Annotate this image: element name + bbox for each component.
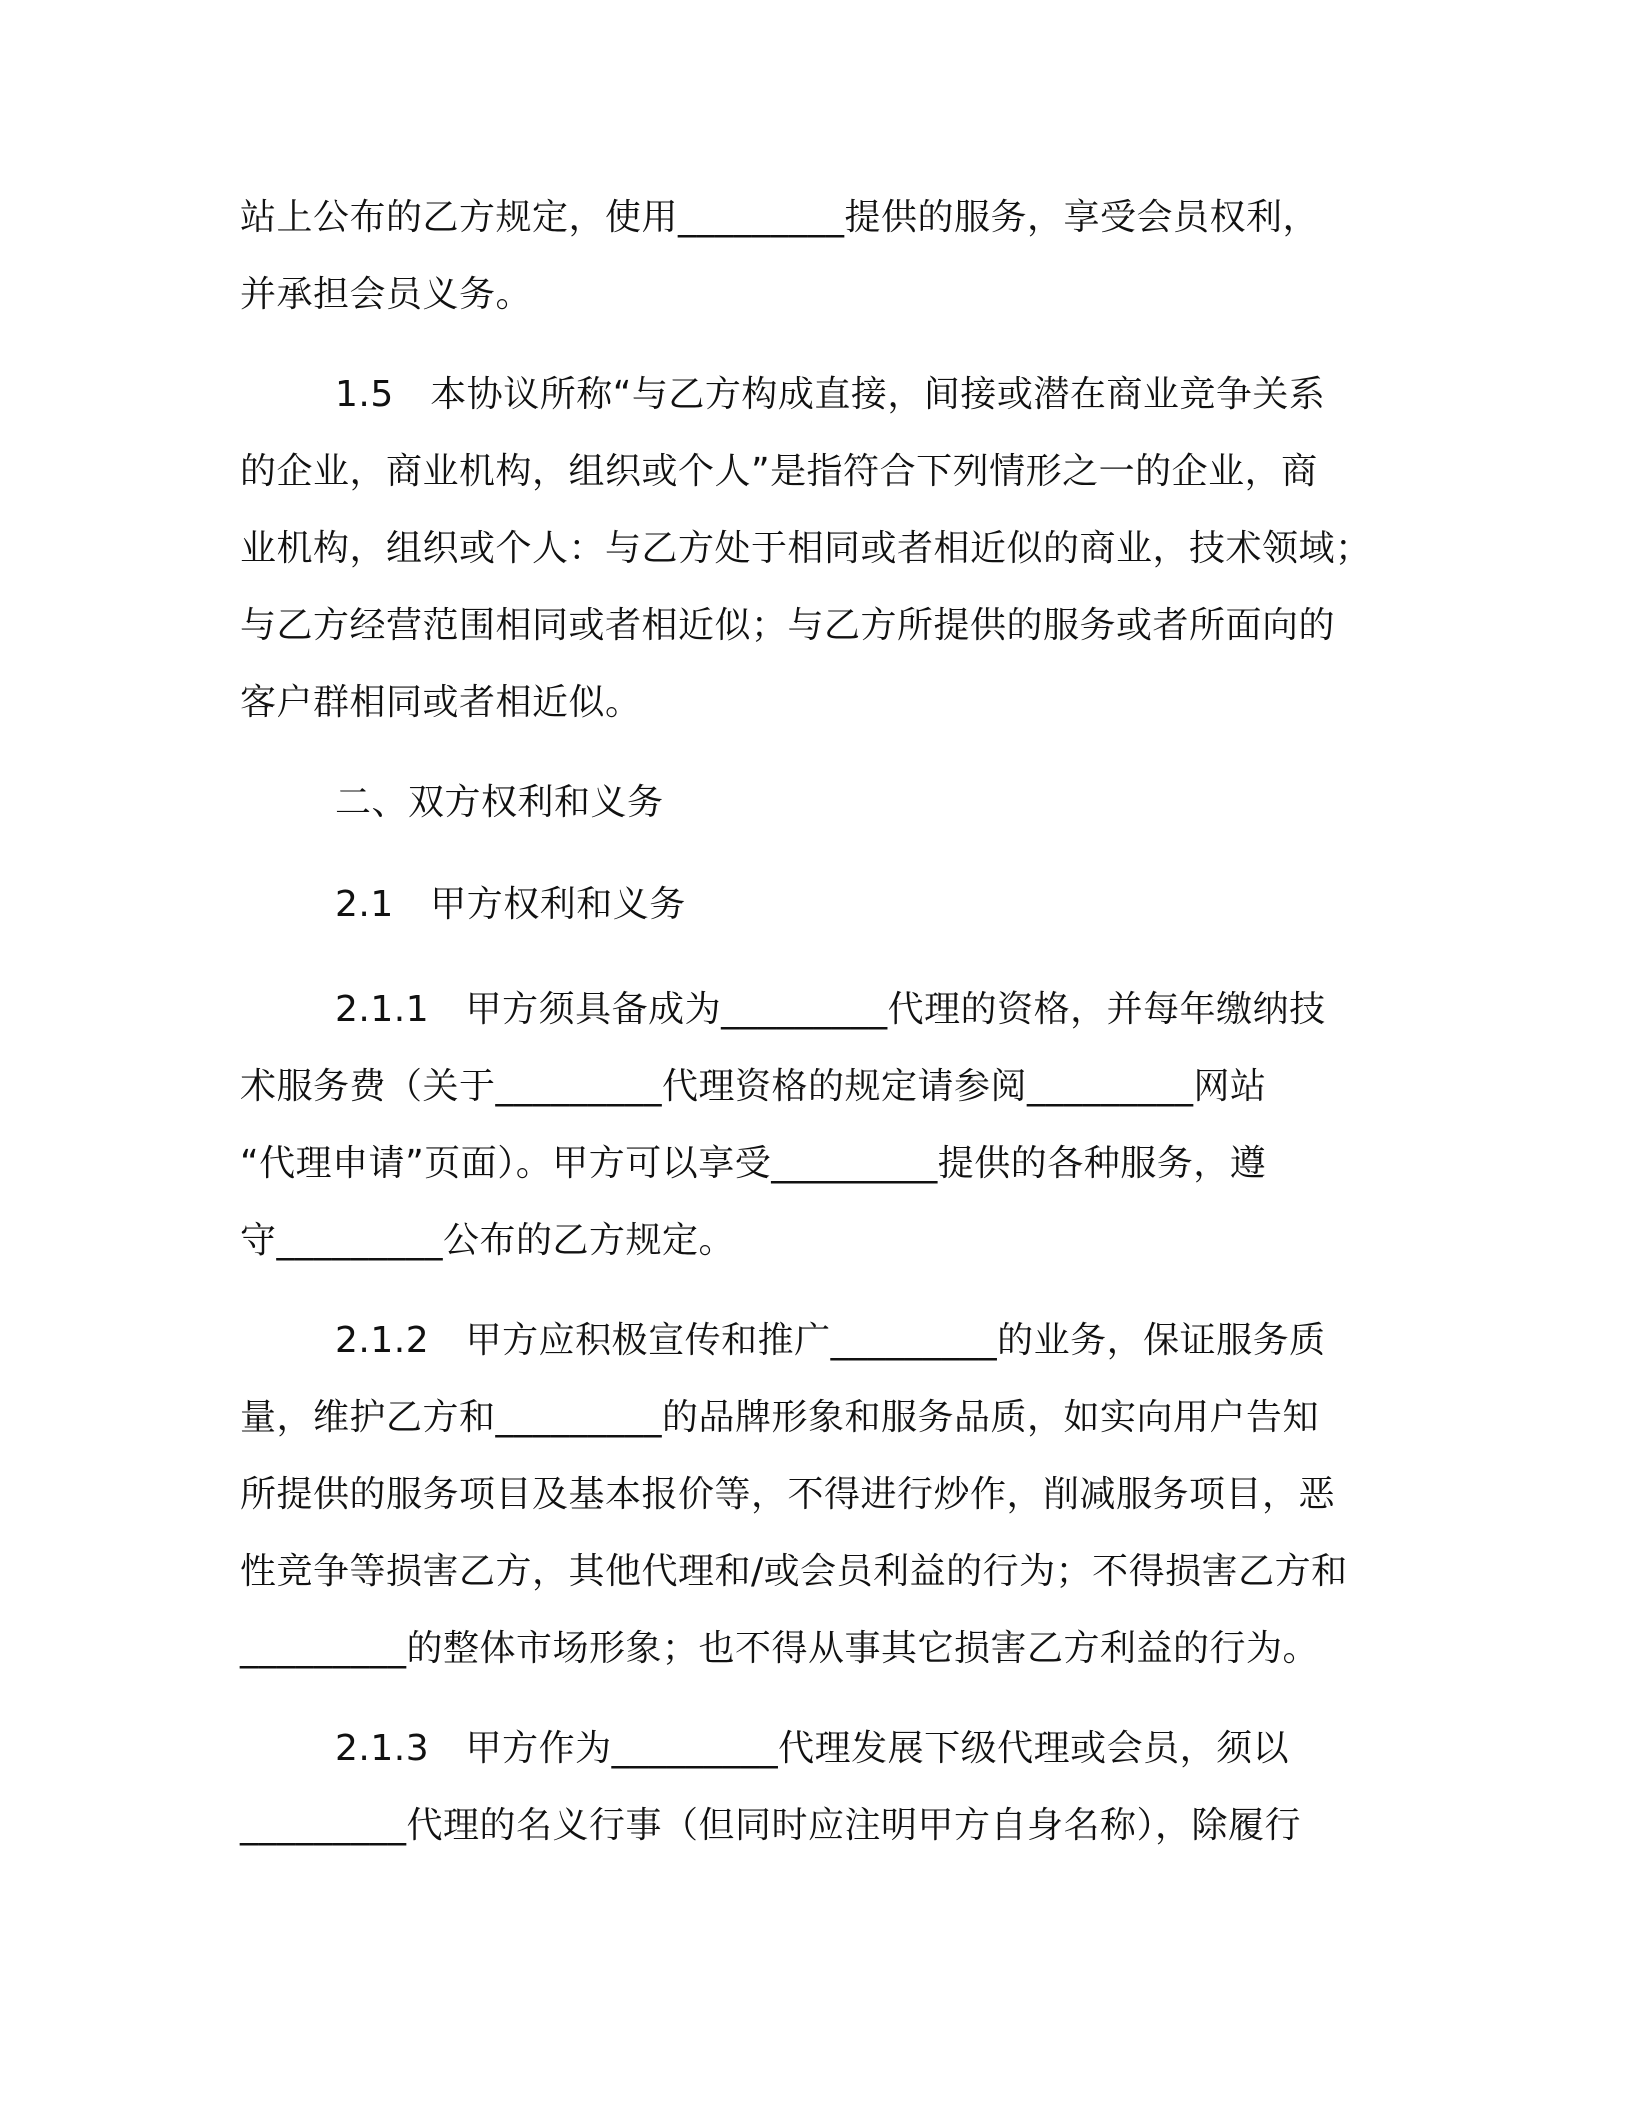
text-line: 站上公布的乙方规定，使用_________提供的服务，享受会员权利， (240, 197, 1320, 238)
text-line: 性竞争等损害乙方，其他代理和/或会员利益的行为；不得损害乙方和 (240, 1551, 1348, 1592)
section-heading: 二、双方权利和义务 (335, 782, 664, 823)
text-line: 并承担会员义务。 (240, 274, 533, 315)
text-line: 所提供的服务项目及基本报价等，不得进行炒作，削减服务项目，恶 (240, 1474, 1336, 1515)
text-line: _________的整体市场形象；也不得从事其它损害乙方利益的行为。 (240, 1628, 1320, 1669)
clause-2-1-3: 2.1.3 甲方作为_________代理发展下级代理或会员，须以 (335, 1728, 1290, 1769)
text-line: 客户群相同或者相近似。 (240, 682, 642, 723)
clause-2-1-1: 2.1.1 甲方须具备成为_________代理的资格，并每年缴纳技 (335, 989, 1326, 1030)
text-line: “代理申请”页面）。甲方可以享受_________提供的各种服务，遵 (240, 1143, 1267, 1184)
text-line: 守_________公布的乙方规定。 (240, 1220, 736, 1261)
clause-1-5: 1.5 本协议所称“与乙方构成直接，间接或潜在商业竞争关系 (335, 374, 1326, 415)
text-line: 的企业，商业机构，组织或个人”是指符合下列情形之一的企业，商 (240, 451, 1318, 492)
clause-2-1-2: 2.1.2 甲方应积极宣传和推广_________的业务，保证服务质 (335, 1320, 1326, 1361)
text-line: 与乙方经营范围相同或者相近似；与乙方所提供的服务或者所面向的 (240, 605, 1336, 646)
text-line: 量，维护乙方和_________的品牌形象和服务品质，如实向用户告知 (240, 1397, 1320, 1438)
text-line: 业机构，组织或个人：与乙方处于相同或者相近似的商业，技术领域； (240, 528, 1372, 569)
text-line: 术服务费（关于_________代理资格的规定请参阅_________网站 (240, 1066, 1267, 1107)
text-line: _________代理的名义行事（但同时应注明甲方自身名称），除履行 (240, 1805, 1302, 1846)
subsection-heading: 2.1 甲方权利和义务 (335, 884, 686, 925)
